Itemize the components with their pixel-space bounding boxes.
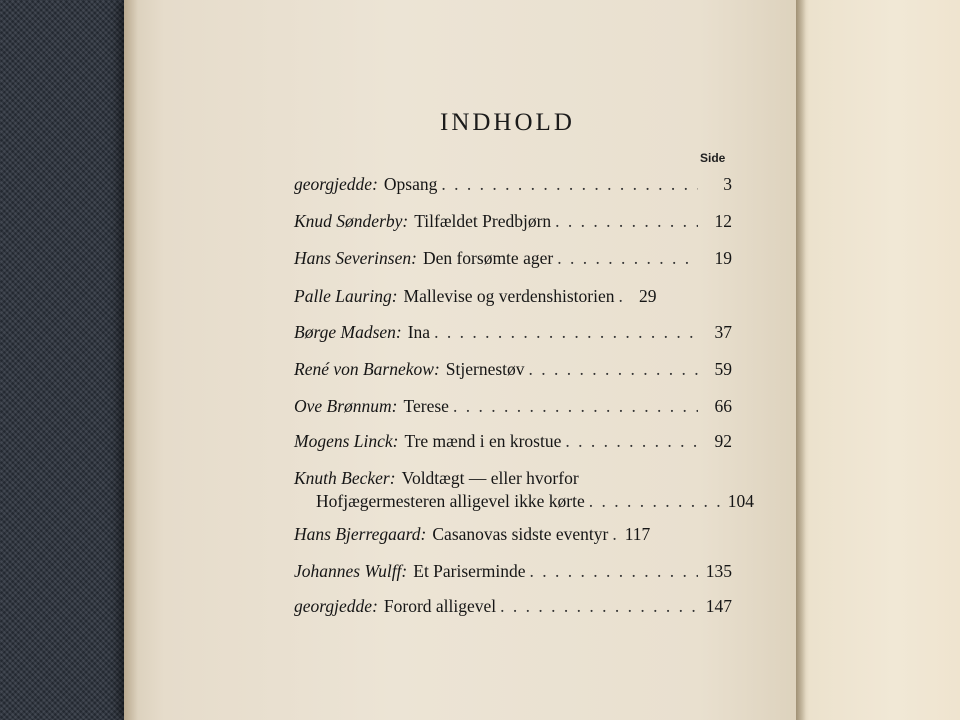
- leader-dots: [529, 359, 698, 380]
- leader-dots: [441, 174, 698, 195]
- entry-page: 3: [723, 174, 732, 194]
- leader-dots: [453, 396, 698, 417]
- toc-entry: [294, 431, 732, 452]
- toc-entry: [294, 524, 732, 545]
- toc-entry: [294, 322, 732, 343]
- page-column-label: Side: [700, 151, 726, 165]
- entry-page: 117: [624, 524, 651, 544]
- entry-title: Stjernestøv: [445, 359, 525, 379]
- entry-author: René von Barnekow:: [294, 359, 440, 379]
- toc-entry: [294, 468, 754, 512]
- toc-entry: [294, 174, 732, 195]
- leader-dots: [530, 561, 698, 582]
- entry-author: Knud Sønderby:: [294, 211, 409, 231]
- entry-page: 104: [727, 491, 754, 511]
- entry-author: Palle Lauring:: [294, 286, 398, 306]
- entry-page: 66: [714, 396, 732, 416]
- entry-author: Børge Madsen:: [294, 322, 402, 342]
- toc-entry: [294, 561, 732, 582]
- entry-title: Ina: [407, 322, 431, 342]
- entry-title: Terese: [403, 396, 449, 416]
- entry-page: 135: [705, 561, 732, 581]
- entry-title-continued: Hofjægermesteren alligevel ikke kørte: [316, 491, 585, 511]
- entry-author: Ove Brønnum:: [294, 396, 398, 416]
- entry-page: 19: [714, 248, 732, 268]
- leader-dots: [555, 211, 698, 232]
- toc-entry: [294, 248, 732, 269]
- entry-title: Tilfældet Predbjørn: [414, 211, 552, 231]
- entry-author: Hans Bjerregaard:: [294, 524, 427, 544]
- entry-page: 59: [714, 359, 732, 379]
- leader-dots: [565, 431, 698, 452]
- leader-dots: [434, 322, 698, 343]
- entry-page: 92: [714, 431, 732, 451]
- entry-title: Forord alligevel: [383, 596, 497, 616]
- entry-author: Johannes Wulff:: [294, 561, 408, 581]
- entry-author: Knuth Becker:: [294, 468, 396, 488]
- entry-author: georgjedde:: [294, 174, 378, 194]
- entry-author: Mogens Linck:: [294, 431, 399, 451]
- toc-entry: [294, 211, 732, 232]
- toc-entry: [294, 396, 732, 417]
- page-title: INDHOLD: [440, 109, 575, 136]
- entry-title: Voldtægt — eller hvorfor: [401, 468, 579, 488]
- toc-entry: [294, 359, 732, 380]
- entry-page: 12: [714, 211, 732, 231]
- entry-title: Mallevise og verdenshistorien: [403, 286, 615, 306]
- leader-dots: [557, 248, 698, 269]
- entry-title: Opsang: [383, 174, 438, 194]
- entry-author: Hans Severinsen:: [294, 248, 417, 268]
- toc-entry: [294, 286, 732, 307]
- facing-page: [796, 0, 960, 720]
- entry-title: Casanovas sidste eventyr: [432, 524, 609, 544]
- entry-title: Et Pariserminde: [413, 561, 526, 581]
- toc-entry: [294, 596, 732, 617]
- entry-title: Tre mænd i en krostue: [404, 431, 562, 451]
- entry-page: 29: [638, 286, 657, 306]
- leader-dots: [589, 491, 720, 512]
- leader-dots: [618, 286, 622, 307]
- entry-author: georgjedde:: [294, 596, 378, 616]
- leader-dots: [500, 596, 698, 617]
- leader-dots: [612, 524, 616, 545]
- entry-page: 147: [705, 596, 732, 616]
- entry-title: Den forsømte ager: [422, 248, 554, 268]
- entry-page: 37: [714, 322, 732, 342]
